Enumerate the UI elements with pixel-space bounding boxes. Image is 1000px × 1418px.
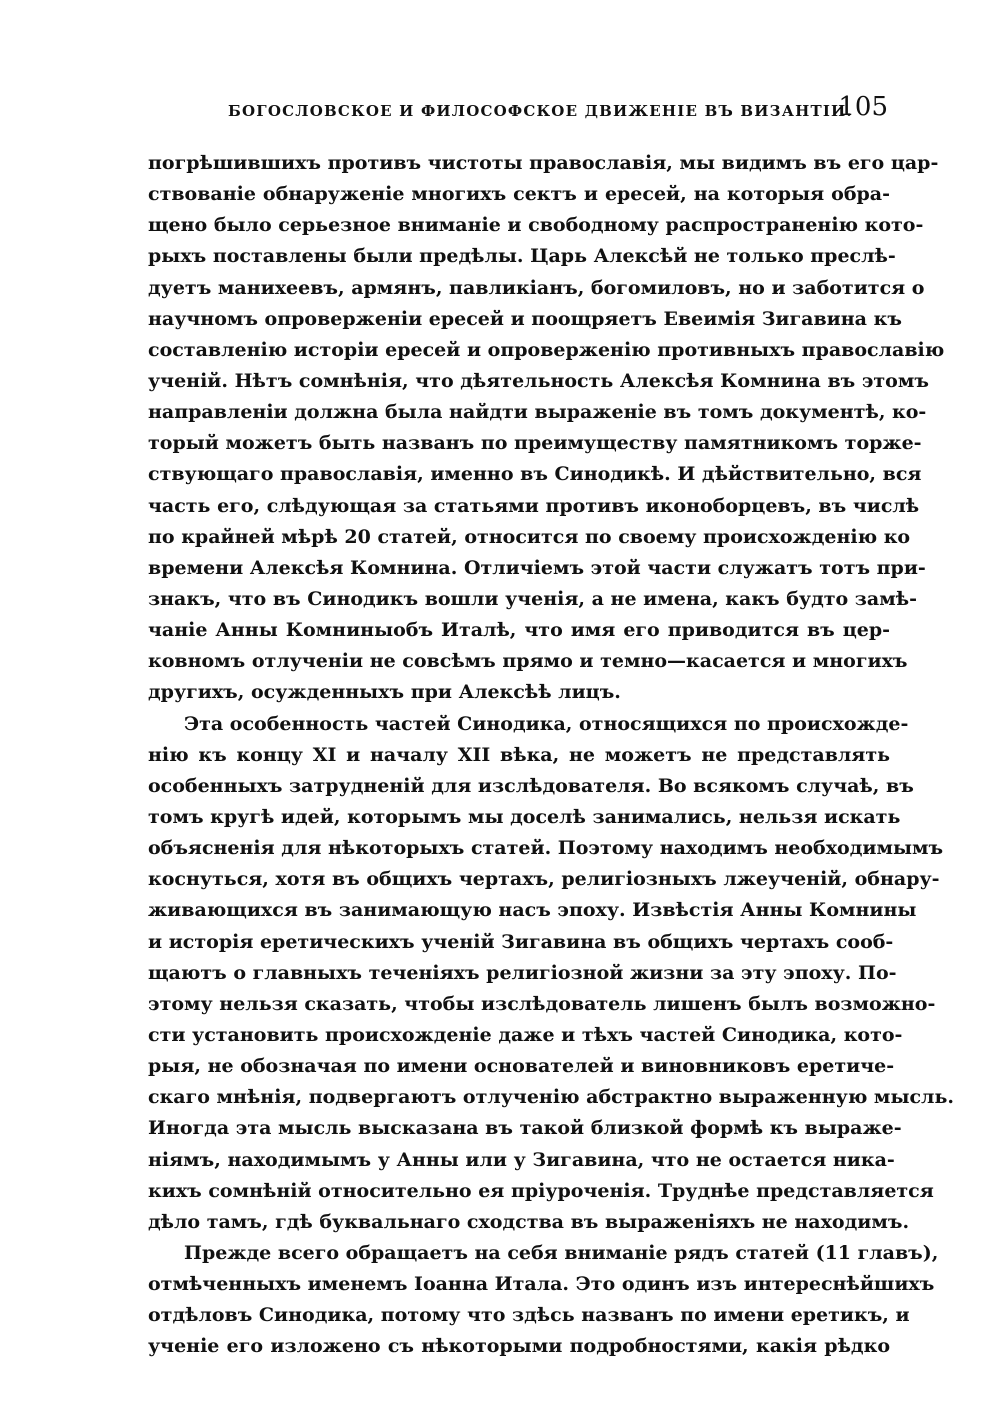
paragraph-start-line: Эта особенность частей Синодика, относящихся по происхожде-: [184, 712, 909, 735]
running-head: [148, 92, 888, 132]
paragraph-start-line: Прежде всего обращаетъ на себя вниманіе рядъ статей (11 главъ),: [184, 1241, 939, 1264]
page-number: 105: [838, 92, 888, 122]
text-line: составленію исторіи ересей и опроверженію противныхъ православію: [148, 338, 945, 361]
text-line: ученіе его изложено съ нѣкоторыми подробностями, какія рѣдко: [148, 1335, 890, 1358]
text-line: кихъ сомнѣній относительно ея пріуроченія. Труднѣе представляется: [148, 1179, 934, 1202]
text-line: отмѣченныхъ именемъ Іоанна Итала. Это одинъ изъ интереснѣйшихъ: [148, 1273, 935, 1296]
text-line: щаютъ о главныхъ теченіяхъ религіозной жизни за эту эпоху. По-: [148, 961, 897, 984]
text-line: времени Алексѣя Комнина. Отличіемъ этой части служатъ тотъ при-: [148, 556, 926, 579]
text-line: ствующаго православія, именно въ Синодикѣ. И дѣйствительно, вся: [148, 463, 922, 486]
text-line: чаніе Анны Комниныобъ Италѣ, что имя его приводится въ цер-: [148, 619, 890, 642]
text-line: рыя, не обозначая по имени основателей и виновниковъ еретиче-: [148, 1055, 895, 1078]
text-line: щено было серьезное вниманіе и свободному распространенію кото-: [148, 214, 924, 237]
body-text: [148, 148, 954, 1362]
text-line: часть его, слѣдующая за статьями противъ иконоборцевъ, въ числѣ: [148, 494, 920, 517]
text-line: коснуться, хотя въ общихъ чертахъ, религіозныхъ лжеученій, обнару-: [148, 868, 940, 891]
text-line: особенныхъ затрудненій для изслѣдователя. Во всякомъ случаѣ, въ: [148, 774, 914, 797]
text-line: скаго мнѣнія, подвергаютъ отлученію абстрактно выраженную мысль.: [148, 1086, 954, 1109]
text-line: направленіи должна была найдти выраженіе въ томъ документѣ, ко-: [148, 401, 927, 424]
text-line: томъ кругѣ идей, которымъ мы доселѣ занимались, нельзя искать: [148, 805, 901, 828]
text-line: отдѣловъ Синодика, потому что здѣсь названъ по имени еретикъ, и: [148, 1304, 910, 1327]
text-line: научномъ опроверженіи ересей и поощряетъ Евеимія Зигавина къ: [148, 307, 902, 330]
text-line: объясненія для нѣкоторыхъ статей. Поэтому находимъ необходимымъ: [148, 837, 944, 860]
running-title: БОГОСЛОВСКОЕ И ФИЛОСОФСКОЕ ДВИЖЕНІЕ ВЪ ВИЗАНТІИ.: [228, 102, 853, 120]
text-line: ніямъ, находимымъ у Анны или у Зигавина, что не остается ника-: [148, 1148, 895, 1171]
paragraph-end-line: другихъ, осужденныхъ при Алексѣѣ лицъ.: [148, 681, 621, 704]
text-line: и исторія еретическихъ ученій Зигавина въ общихъ чертахъ сооб-: [148, 930, 894, 953]
text-line: погрѣшившихъ противъ чистоты православія, мы видимъ въ его цар-: [148, 152, 939, 174]
text-line: живающихся въ занимающую насъ эпоху. Извѣстія Анны Комнины: [148, 899, 917, 922]
text-line: сти установить происхожденіе даже и тѣхъ частей Синодика, кото-: [148, 1023, 903, 1046]
text-line: ствованіе обнаруженіе многихъ сектъ и ересей, на которыя обра-: [148, 183, 890, 206]
text-line: Иногда эта мысль высказана въ такой близкой формѣ къ выраже-: [148, 1117, 902, 1140]
text-line: знакъ, что въ Синодикъ вошли ученія, а не имена, какъ будто замѣ-: [148, 587, 917, 610]
paragraph-end-line: дѣло тамъ, гдѣ буквальнаго сходства въ выраженіяхъ не находимъ.: [148, 1210, 910, 1233]
text-line: этому нельзя сказать, чтобы изслѣдователь лишенъ былъ возможно-: [148, 992, 936, 1015]
text-line: ученій. Нѣтъ сомнѣнія, что дѣятельность Алексѣя Комнина въ этомъ: [148, 369, 929, 392]
text-line: торый можетъ быть названъ по преимуществу памятникомъ торже-: [148, 432, 922, 455]
text-line: нію къ концу XI и началу XII вѣка, не можетъ не представлять: [148, 743, 890, 766]
text-line: ковномъ отлученіи не совсѣмъ прямо и темно—касается и многихъ: [148, 650, 908, 673]
text-line: рыхъ поставлены были предѣлы. Царь Алексѣй не только преслѣ-: [148, 245, 896, 268]
text-line: по крайней мѣрѣ 20 статей, относится по своему происхожденію ко: [148, 525, 911, 548]
text-line: дуетъ манихеевъ, армянъ, павликіанъ, богомиловъ, но и заботится о: [148, 276, 925, 299]
